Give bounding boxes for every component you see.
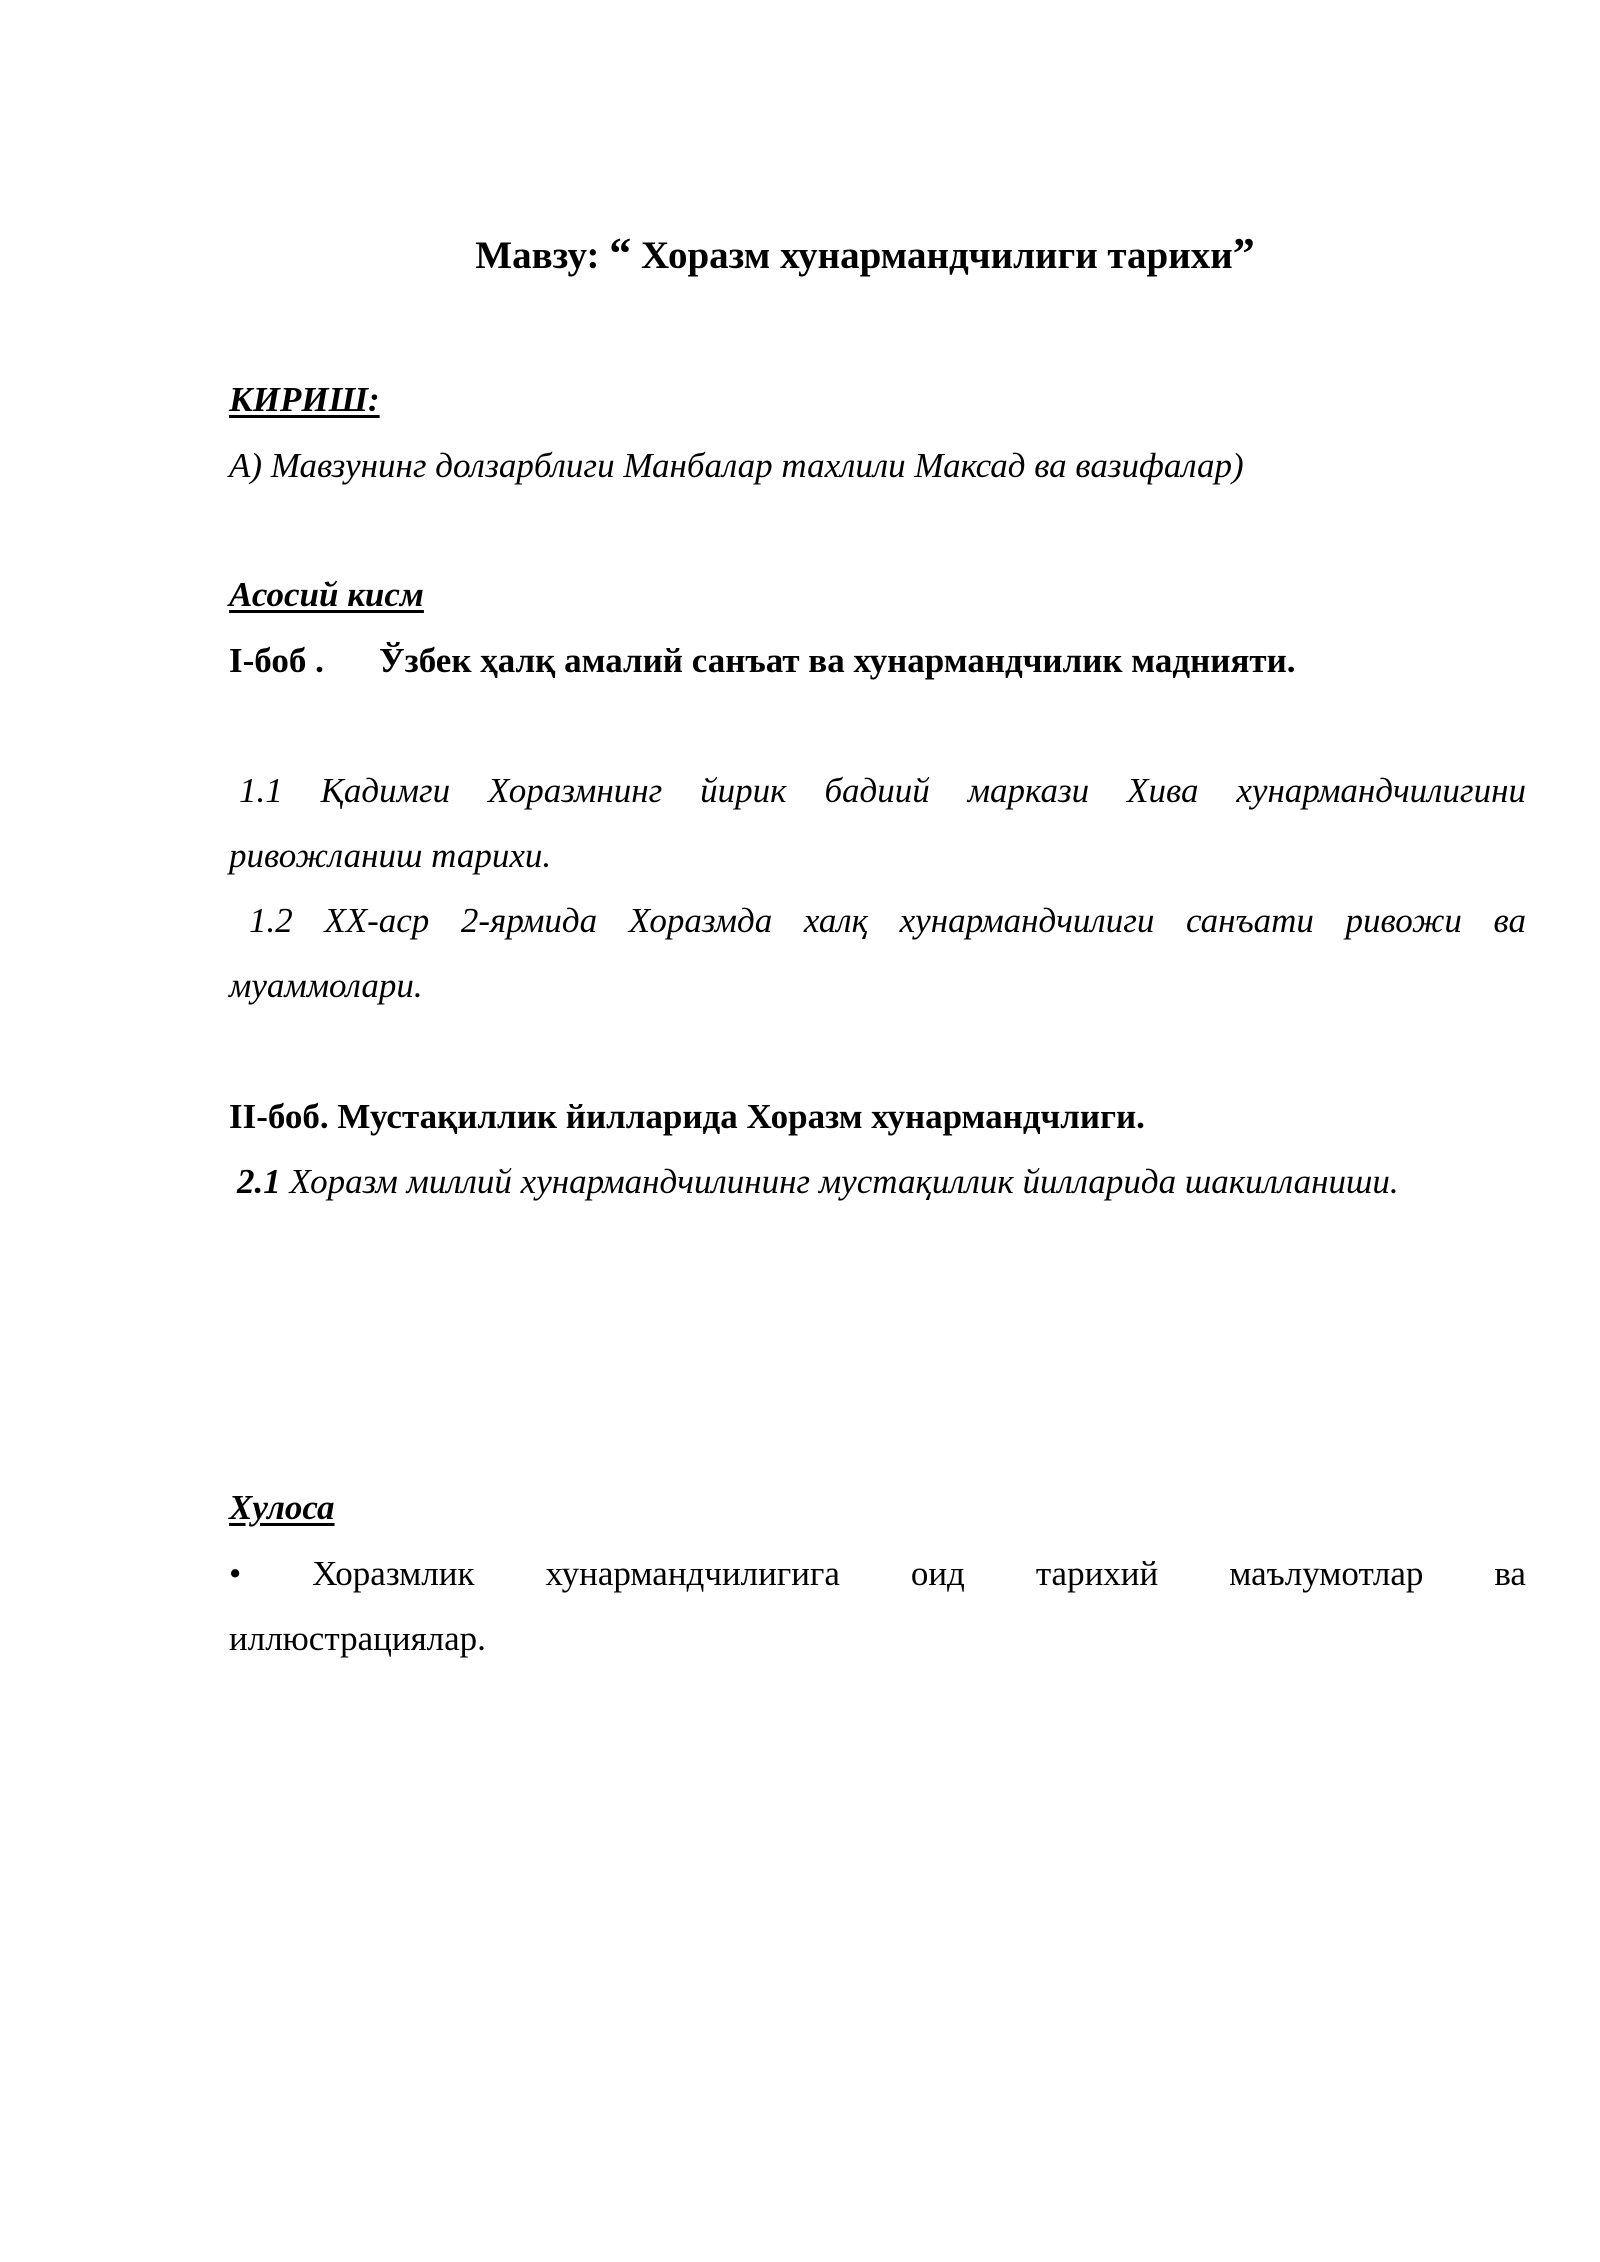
section-1-2-word: XX-аср	[324, 901, 430, 940]
main-heading: Асосий кисм	[229, 575, 424, 614]
intro-line: А) Мавзунинг долзарблиги Манбалар тахлили Максад ва вазифалар)	[229, 446, 1244, 485]
section-1-2-word: 1.2	[249, 901, 293, 940]
title-text: Хоразм хунармандчилиги тарихи	[631, 234, 1233, 277]
section-1-1-word: хунармандчилигини	[1236, 771, 1526, 810]
conclusion-word: Хоразмлик	[312, 1554, 475, 1593]
conclusion-heading: Хулоса	[229, 1488, 335, 1527]
conclusion-word: хунармандчилигига	[545, 1554, 840, 1593]
section-1-1-line1	[229, 769, 1526, 813]
section-1-1-line2: ривожланиш тарихи.	[229, 836, 552, 875]
conclusion-word: тарихий	[1035, 1554, 1159, 1593]
section-1-1-word: Қадимги	[320, 771, 451, 810]
chapter1-heading	[229, 639, 1296, 683]
section-2-1	[237, 1160, 1399, 1204]
title-close-quote: ”	[1232, 229, 1255, 278]
conclusion-line1	[229, 1552, 1526, 1596]
section-1-1-word: 1.1	[239, 771, 283, 810]
section-1-1-word: бадиий	[824, 771, 930, 810]
section-1-2-word: санъати	[1185, 901, 1314, 940]
section-1-2-word: Хоразмда	[628, 901, 773, 940]
section-1-2-line2: муаммолари.	[229, 966, 423, 1005]
section-2-1-text: Хоразм миллий хунармандчилининг мустақиллик йилларида шакилланиши.	[280, 1162, 1399, 1201]
section-1-1-word: маркази	[967, 771, 1090, 810]
section-1-2-word: 2-ярмида	[460, 901, 598, 940]
section-1-2-word: ва	[1493, 901, 1526, 940]
intro-heading: КИРИШ:	[229, 380, 380, 419]
chapter1-number: I-боб .	[229, 641, 324, 680]
section-1-2-word: халқ	[803, 901, 869, 940]
conclusion-word: оид	[910, 1554, 965, 1593]
conclusion-word: маълумотлар	[1229, 1554, 1424, 1593]
title-prefix: Мавзу:	[475, 234, 600, 277]
section-1-1-word: Хоразмнинг	[488, 771, 663, 810]
section-1-2-word: хунармандчилиги	[899, 901, 1155, 940]
chapter2-heading: II-боб. Мустақиллик йилларида Хоразм хунармандчлиги.	[229, 1097, 1145, 1136]
section-2-1-number: 2.1	[237, 1162, 281, 1201]
section-1-2-line1	[229, 899, 1526, 943]
conclusion-word: ва	[1494, 1554, 1526, 1593]
section-1-2-word: ривожи	[1345, 901, 1462, 940]
section-1-1-word: йирик	[700, 771, 787, 810]
conclusion-line2: иллюстрациялар.	[229, 1619, 486, 1658]
chapter1-title: Ўзбек ҳалқ амалий санъат ва хунармандчилик маднияти.	[379, 641, 1296, 680]
page-title	[0, 229, 1600, 278]
bullet-icon: •	[229, 1554, 242, 1593]
section-1-1-word: Хива	[1127, 771, 1199, 810]
title-open-quote: “	[609, 229, 632, 278]
